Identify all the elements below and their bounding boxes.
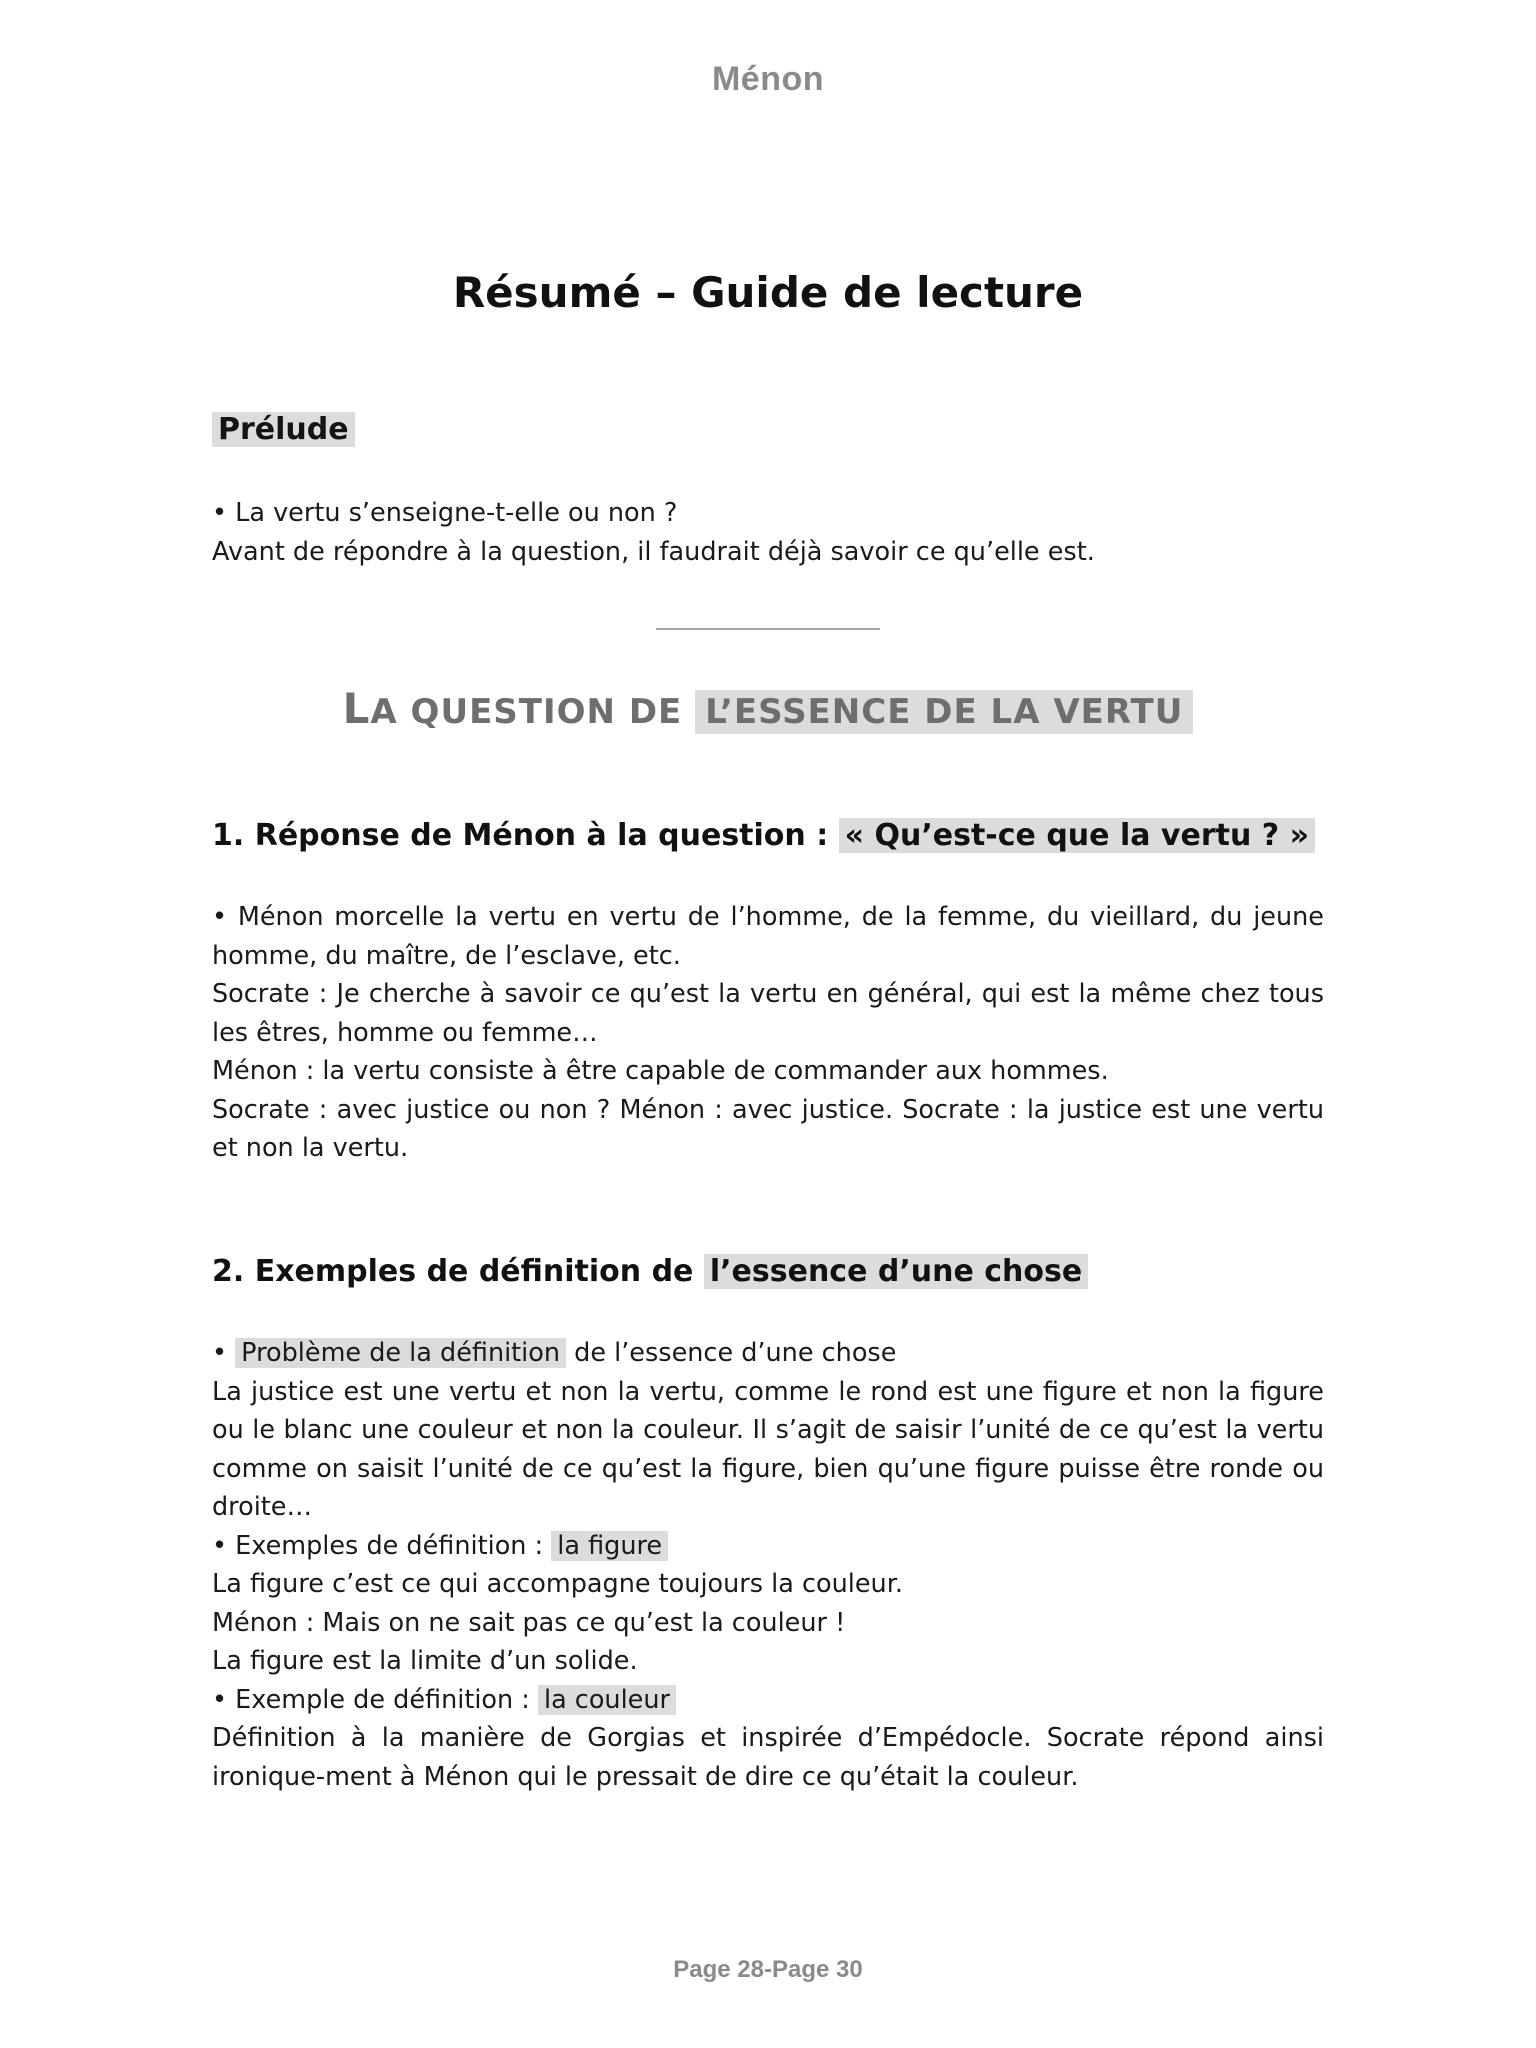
part2-heading-highlight: l’essence d’une chose [704, 1254, 1088, 1289]
part2-heading-text: 2. Exemples de définition de [212, 1254, 694, 1289]
bullet-prefix: • Exemple de définition : [212, 1684, 538, 1715]
part1-paragraph: • Ménon morcelle la vertu en vertu de l’homme, de la femme, du vieillard, du jeune homme, du maître, de l’esclave, etc. [212, 902, 1324, 971]
part2-bullet-problem [212, 1334, 1324, 1373]
section-title-rest: A QUESTION DE [370, 692, 683, 732]
part2-bullet-couleur [212, 1681, 1324, 1720]
part1-text [212, 898, 1324, 1168]
couleur-highlight: la couleur [538, 1685, 676, 1715]
prelude-heading-label: Prélude [212, 412, 355, 447]
section-title-highlight: L’ESSENCE DE LA VERTU [695, 690, 1193, 734]
part1-paragraph: Socrate : avec justice ou non ? Ménon : avec justice. Socrate : la justice est une vertu et non la vertu. [212, 1094, 1324, 1163]
problem-highlight: Problème de la définition [235, 1338, 566, 1368]
figure-line: La figure c’est ce qui accompagne toujours la couleur. [212, 1569, 903, 1599]
prelude-line: Avant de répondre à la question, il faudrait déjà savoir ce qu’elle est. [212, 536, 1095, 567]
figure-line: La figure est la limite d’un solide. [212, 1646, 638, 1676]
running-header-title: Ménon [711, 60, 825, 98]
section-title [0, 684, 1536, 733]
part2-bullet-figure [212, 1527, 1324, 1566]
section-title-initial: L [342, 684, 371, 733]
part1-heading-highlight: « Qu’est-ce que la vertu ? » [839, 818, 1315, 853]
part2-heading [212, 1254, 1324, 1289]
part1-heading [212, 818, 1324, 853]
part1-heading-text: 1. Réponse de Ménon à la question : [212, 818, 829, 853]
figure-highlight: la figure [551, 1531, 668, 1561]
part2-paragraph: Définition à la manière de Gorgias et inspirée d’Empédocle. Socrate répond ainsi ironique-ment à Ménon qui le pressait de dire ce qu’était la couleur. [212, 1723, 1324, 1792]
bullet-prefix: • [212, 1338, 236, 1368]
part2-text [212, 1334, 1324, 1796]
part1-paragraph: Ménon : la vertu consiste à être capable de commander aux hommes. [212, 1056, 1109, 1086]
prelude-text [212, 494, 1324, 571]
figure-line: Ménon : Mais on ne sait pas ce qu’est la couleur ! [212, 1607, 846, 1638]
bullet-rest: de l’essence d’une chose [566, 1338, 897, 1368]
section-divider [656, 628, 880, 630]
part1-paragraph: Socrate : Je cherche à savoir ce qu’est la vertu en général, qui est la même chez tous les êtres, homme ou femme… [212, 979, 1324, 1048]
prelude-heading [212, 412, 1324, 447]
part2-paragraph: La justice est une vertu et non la vertu, comme le rond est une figure et non la figure ou le blanc une couleur et non la couleur. Il s’agit de saisir l’unité de ce qu’est la vertu comme on saisit l’unité de ce qu’est la figure, bien qu’une figure puisse être ronde ou droite… [212, 1376, 1324, 1522]
page-title: Résumé – Guide de lecture [452, 268, 1084, 317]
bullet-prefix: • Exemples de définition : [212, 1530, 552, 1561]
prelude-line: • La vertu s’enseigne-t-elle ou non ? [212, 498, 678, 528]
page-footer: Page 28-Page 30 [673, 1956, 863, 1983]
